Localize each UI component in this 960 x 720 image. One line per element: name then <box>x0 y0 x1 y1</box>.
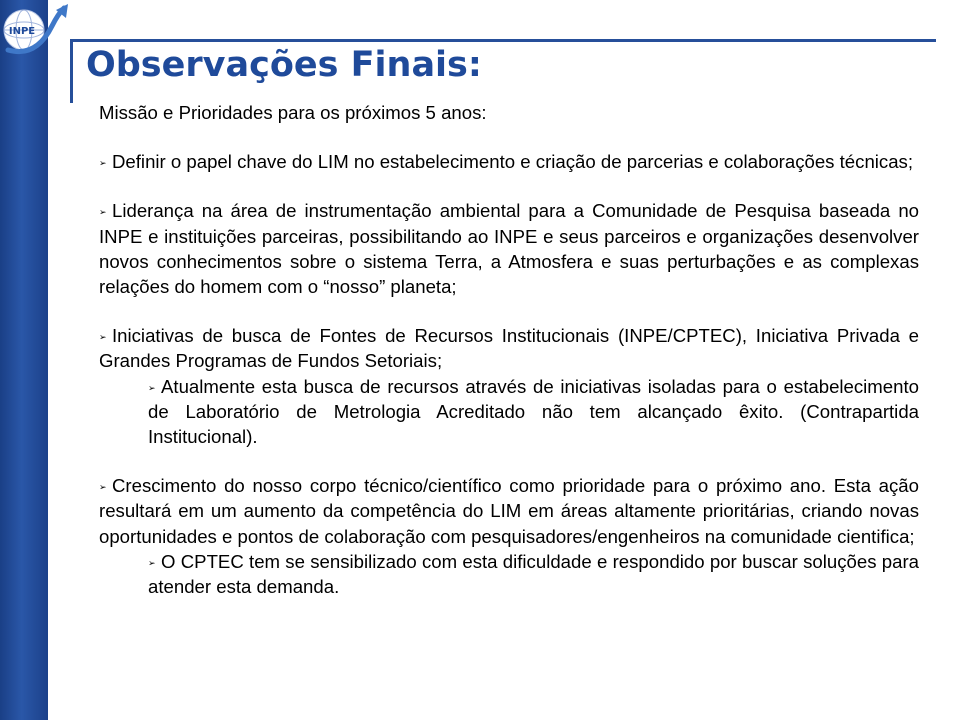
sub-list-item-text: O CPTEC tem se sensibilizado com esta dificuldade e respondido por buscar soluções para atender esta demanda. <box>148 550 919 598</box>
arrowhead-bullet-icon: ➢ <box>99 332 107 343</box>
page-title: Observações Finais: <box>86 45 482 85</box>
list-item <box>99 149 919 174</box>
sub-list-item <box>148 549 919 599</box>
list-item-text: Liderança na área de instrumentação ambiental para a Comunidade de Pesquisa baseada no INPE e instituições parceiras, possibilitando ao INPE e seus parceiros e organizações desenvolver novos conhecimentos sobre o sistema Terra, a Atmosfera e suas perturbações e as complexas relações do homem com o “nosso” planeta; <box>99 200 919 298</box>
arrowhead-bullet-icon: ➢ <box>99 207 107 218</box>
list-item <box>99 473 919 549</box>
slide-content <box>99 100 919 599</box>
list-item-text: Definir o papel chave do LIM no estabelecimento e criação de parcerias e colaborações técnicas; <box>112 151 914 173</box>
arrowhead-bullet-icon: ➢ <box>99 158 107 169</box>
sub-list-item-text: Atualmente esta busca de recursos através de iniciativas isoladas para o estabelecimento de Laboratório de Metrologia Acreditado não tem alcançado êxito. (Contrapartida Institucional). <box>148 375 919 448</box>
list-item <box>99 323 919 373</box>
sidebar-band <box>0 0 48 720</box>
arrowhead-bullet-icon: ➢ <box>148 557 156 568</box>
list-item <box>99 198 919 299</box>
title-rule-vertical <box>70 39 73 103</box>
section-subtitle: Missão e Prioridades para os próximos 5 anos: <box>99 102 487 123</box>
sub-list-item <box>148 374 919 450</box>
inpe-logo <box>0 0 76 62</box>
arrowhead-bullet-icon: ➢ <box>148 382 156 393</box>
arrowhead-bullet-icon: ➢ <box>99 482 107 493</box>
list-item-text: Iniciativas de busca de Fontes de Recursos Institucionais (INPE/CPTEC), Iniciativa Privada e Grandes Programas de Fundos Setoriais; <box>99 325 919 372</box>
list-item-text: Crescimento do nosso corpo técnico/científico como prioridade para o próximo ano. Esta ação resultará em um aumento da competência do LIM em áreas altamente prioritárias, criando novas oportunidades e pontos de colaboração com pesquisadores/engenheiros na comunidade cientifica; <box>99 475 919 547</box>
logo-text: INPE <box>8 26 36 37</box>
